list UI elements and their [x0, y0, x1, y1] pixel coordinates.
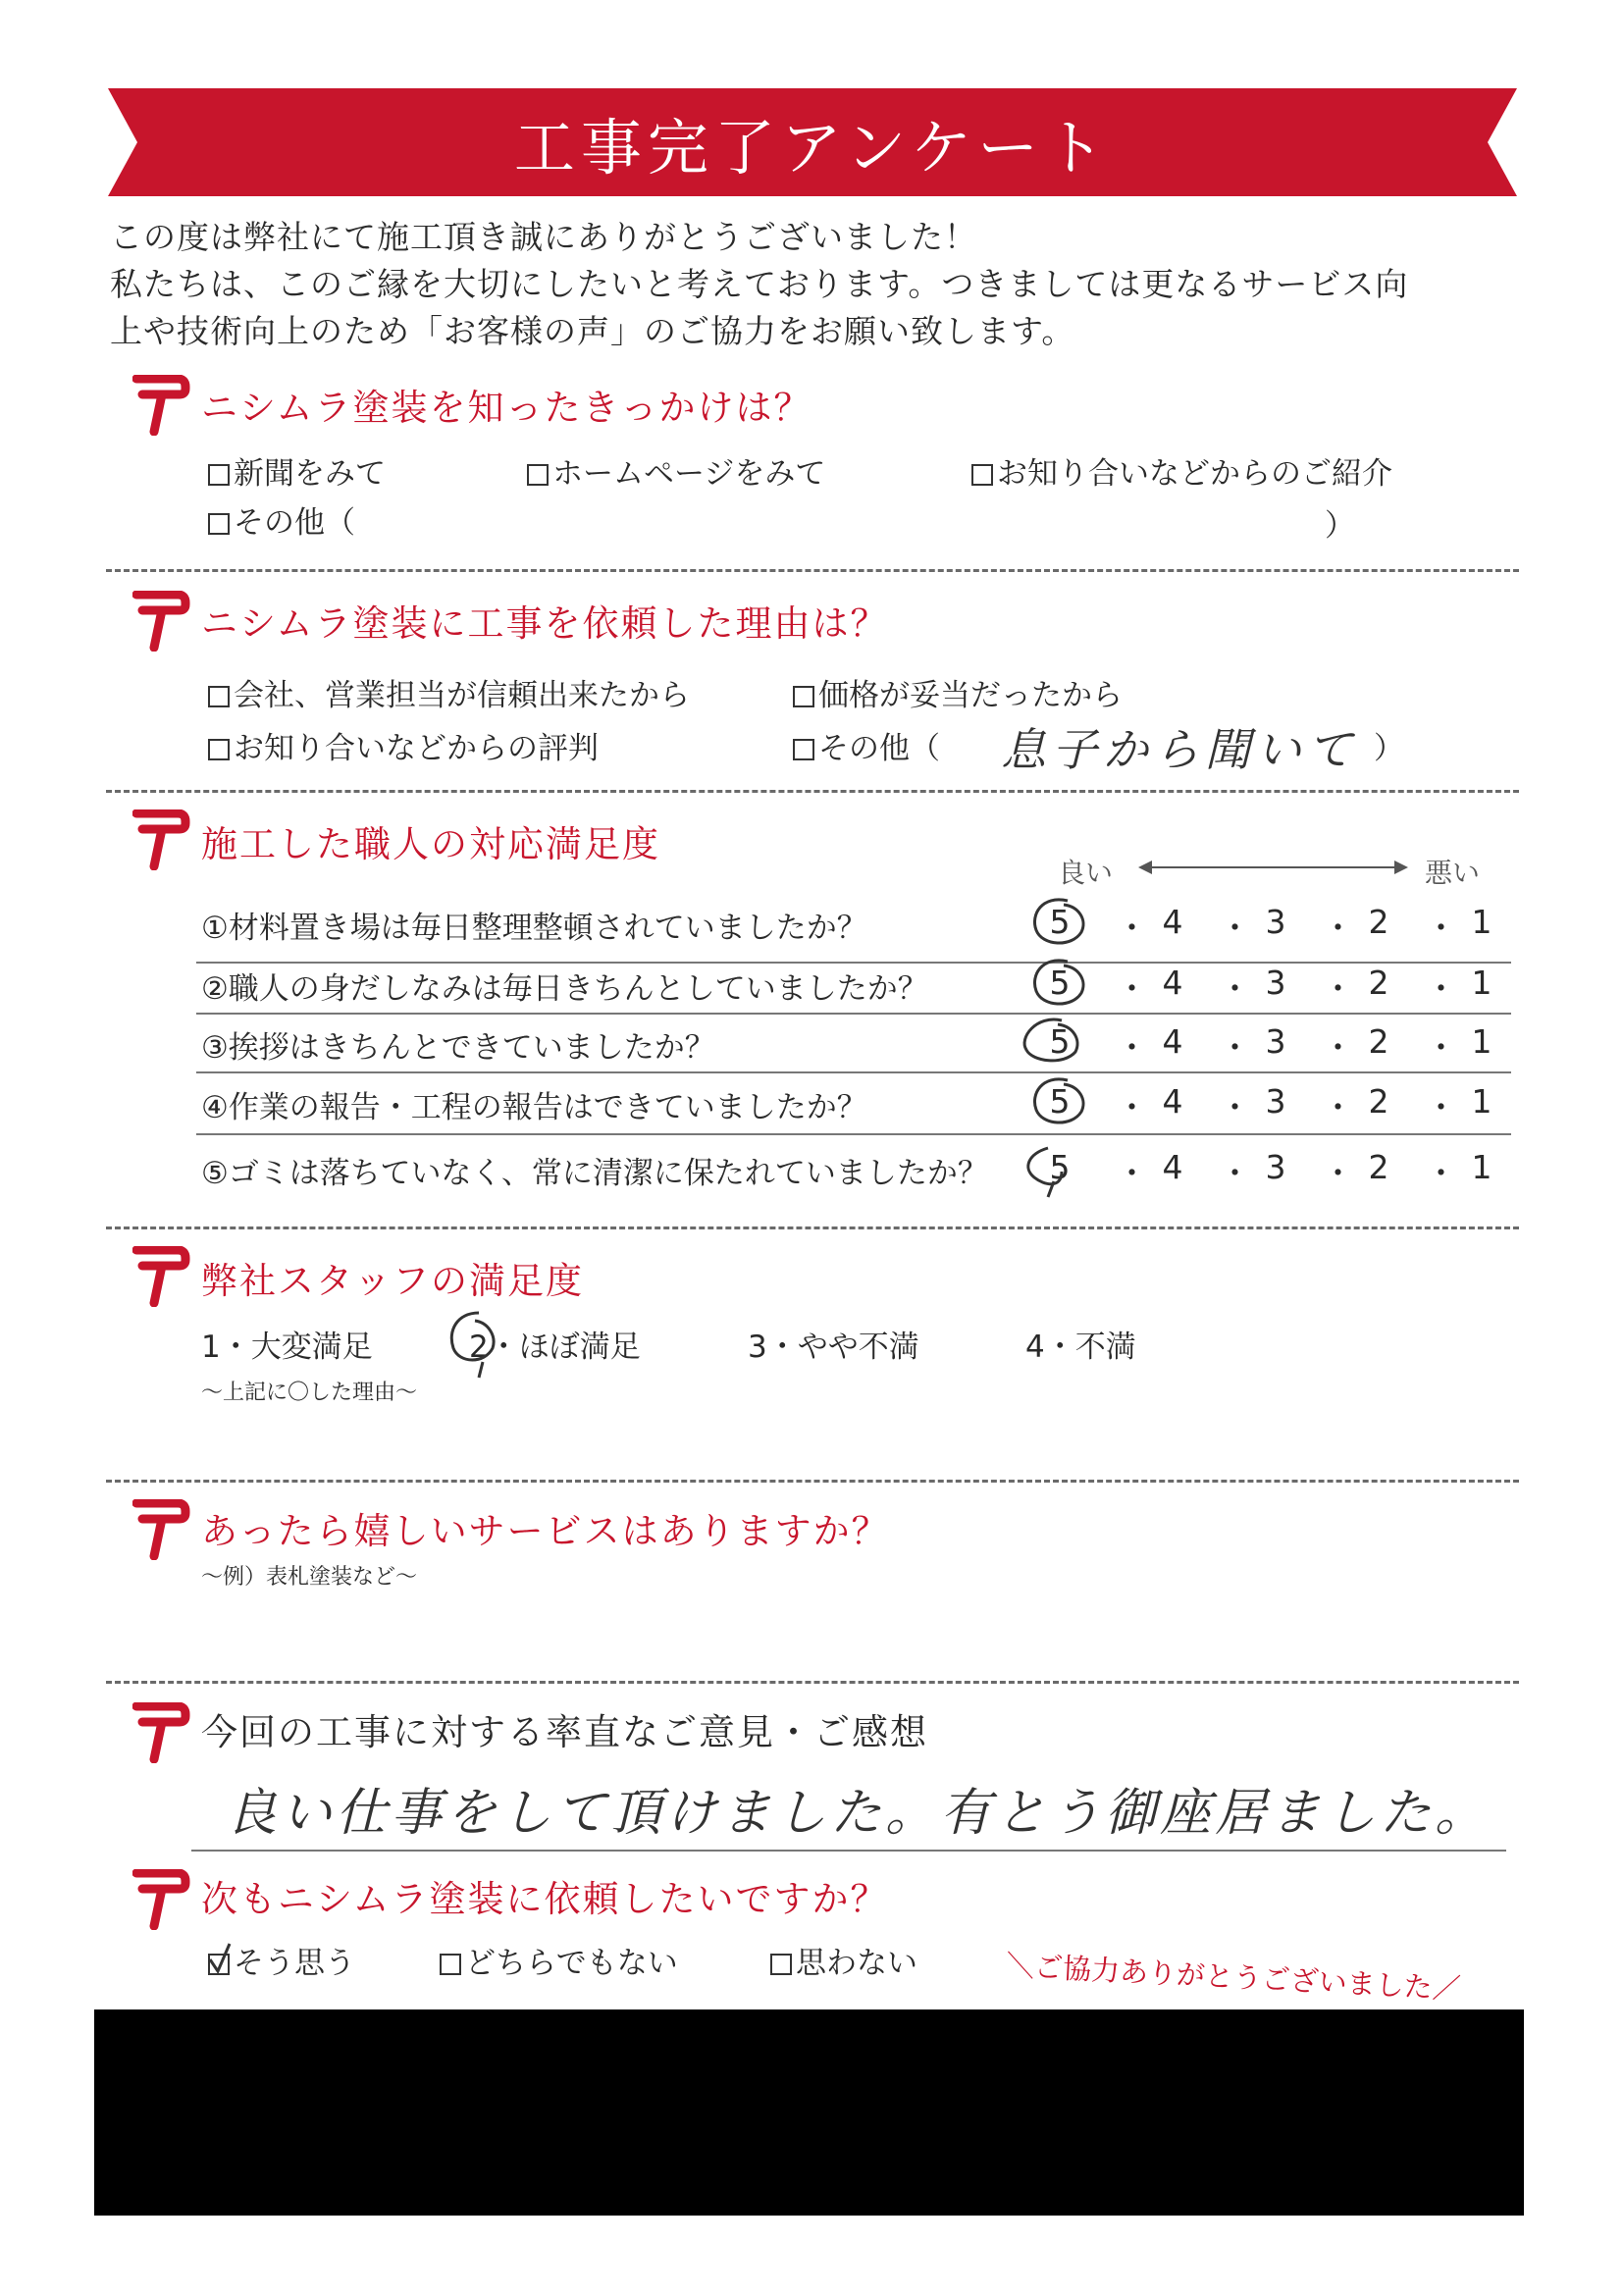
checkbox-icon[interactable] [770, 1954, 792, 1975]
checkbox-icon[interactable] [527, 464, 549, 486]
q3-question-5: ⑤ゴミは落ちていなく、常に清潔に保たれていましたか？ [201, 1156, 988, 1191]
q4-option-label: ・ほぼ満足 [488, 1330, 641, 1365]
q6-handwritten-comment: 良い仕事をして頂けました。有とう御座居ました。 [226, 1784, 1491, 1843]
circle-mark-icon [1028, 893, 1091, 954]
paint-roller-icon [132, 809, 193, 870]
q7-option-neutral[interactable]: どちらでもない [440, 1938, 678, 1982]
slash-right-icon: ／ [1431, 1970, 1462, 2007]
scale-arrow-icon [1138, 856, 1408, 879]
paint-roller-icon [132, 1869, 193, 1930]
q3-question-3: ③挨拶はきちんとできていましたか？ [201, 1030, 715, 1066]
q4-option-dissatisfied[interactable]: 4・不満 [1025, 1330, 1136, 1365]
intro-text [110, 214, 1523, 355]
checkbox-icon[interactable] [208, 686, 230, 707]
row-divider [196, 1071, 1511, 1073]
scale-bad-label: 悪い [1425, 857, 1481, 889]
thanks-message: ＼ご協力ありがとうございました／ [1005, 1948, 1462, 2007]
checkbox-icon[interactable] [208, 739, 230, 760]
q5-title: あったら嬉しいサービスはありますか？ [201, 1510, 890, 1552]
checkbox-icon[interactable] [208, 513, 230, 535]
q3-rating-3[interactable]: 5 ・ 4 ・ 3 ・ 2 ・ 1 [1040, 1022, 1511, 1066]
q1-option-newspaper[interactable]: 新聞をみて [208, 448, 386, 493]
redacted-area [94, 2009, 1524, 2216]
q2-option-other[interactable]: その他（ [793, 723, 940, 767]
q3-title: 施工した職人の対応満足度 [201, 823, 660, 865]
checkbox-icon[interactable] [440, 1954, 461, 1975]
q4-option-very-satisfied[interactable]: 1・大変満足 [201, 1330, 373, 1365]
q3-rating-4[interactable]: 5 ・ 4 ・ 3 ・ 2 ・ 1 [1040, 1082, 1511, 1125]
scale-good-label: 良い [1058, 857, 1114, 889]
divider [106, 1226, 1519, 1229]
slash-left-icon: ＼ [1005, 1948, 1036, 1984]
q3-question-4: ④作業の報告・工程の報告はできていましたか？ [201, 1090, 867, 1125]
q7-option-no[interactable]: 思わない [770, 1938, 917, 1982]
q3-question-2: ②職人の身だしなみは毎日きちんとしていましたか？ [201, 971, 928, 1007]
divider [106, 1480, 1519, 1483]
q7-title: 次もニシムラ塗装に依頼したいですか？ [201, 1878, 889, 1920]
checkbox-icon[interactable] [793, 686, 814, 707]
q4-title: 弊社スタッフの満足度 [201, 1260, 584, 1302]
q1-option-referral[interactable]: お知り合いなどからのご紹介 [971, 448, 1392, 493]
q7-option-yes[interactable]: そう思う [208, 1938, 355, 1982]
row-divider [196, 1013, 1511, 1015]
q3-rating-2[interactable]: 5 ・ 4 ・ 3 ・ 2 ・ 1 [1040, 964, 1511, 1007]
comment-underline [191, 1850, 1506, 1852]
checkbox-icon[interactable] [971, 464, 993, 486]
q2-close-paren: ） [1374, 731, 1404, 766]
q1-option-homepage[interactable]: ホームページをみて [527, 448, 825, 493]
q1-close-paren: ） [1325, 508, 1355, 544]
paint-roller-icon [132, 591, 193, 652]
q2-option-reputation[interactable]: お知り合いなどからの評判 [208, 723, 599, 767]
paint-roller-icon [132, 1246, 193, 1307]
page-title: 工事完了アンケート [513, 111, 1112, 183]
q3-rating-1[interactable]: 5 ・ 4 ・ 3 ・ 2 ・ 1 [1040, 903, 1511, 946]
circle-mark-icon [444, 1307, 510, 1382]
paint-roller-icon [132, 375, 193, 436]
circle-mark-icon [1019, 1142, 1087, 1201]
row-divider [196, 1133, 1511, 1135]
intro-line-2: 私たちは、このご縁を大切にしたいと考えております。つきましては更なるサービス向 [110, 265, 1409, 303]
q5-example: ～例）表札塗装など～ [201, 1565, 418, 1590]
q3-rating-5[interactable]: 5 ・ 4 ・ 3 ・ 2 ・ 1 [1040, 1148, 1511, 1191]
q3-question-1: ①材料置き場は毎日整理整頓されていましたか？ [201, 911, 867, 946]
q2-title: ニシムラ塗装に工事を依頼した理由は？ [201, 602, 889, 645]
check-mark-icon [208, 1942, 236, 1977]
q4-note: ～上記に〇した理由～ [201, 1381, 418, 1405]
q1-option-other[interactable]: その他（ [208, 497, 355, 542]
q4-option-number: 2 [469, 1330, 489, 1365]
circle-mark-icon [1028, 1072, 1091, 1133]
checkbox-icon[interactable] [208, 1954, 230, 1975]
divider [106, 1681, 1519, 1684]
circle-mark-icon [1019, 1013, 1091, 1073]
q6-title: 今回の工事に対する率直なご意見・ご感想 [201, 1711, 928, 1753]
q2-handwritten-answer: 息子から聞いて [1001, 723, 1358, 776]
q2-option-price[interactable]: 価格が妥当だったから [793, 670, 1123, 714]
q1-title: ニシムラ塗装を知ったきっかけは？ [201, 387, 812, 429]
intro-line-1: この度は弊社にて施工頂き誠にありがとうございました！ [110, 218, 977, 256]
intro-line-3: 上や技術向上のため「お客様の声」のご協力をお願い致します。 [110, 312, 1075, 350]
divider [106, 790, 1519, 793]
q4-option-somewhat-dissatisfied[interactable]: 3・やや不満 [748, 1330, 919, 1365]
divider [106, 569, 1519, 572]
checkbox-icon[interactable] [793, 739, 814, 760]
paint-roller-icon [132, 1499, 193, 1560]
title-banner [108, 88, 1517, 196]
circle-mark-icon [1028, 954, 1091, 1015]
checkbox-icon[interactable] [208, 464, 230, 486]
paint-roller-icon [132, 1702, 193, 1763]
q2-option-trust[interactable]: 会社、営業担当が信頼出来たから [208, 670, 690, 714]
